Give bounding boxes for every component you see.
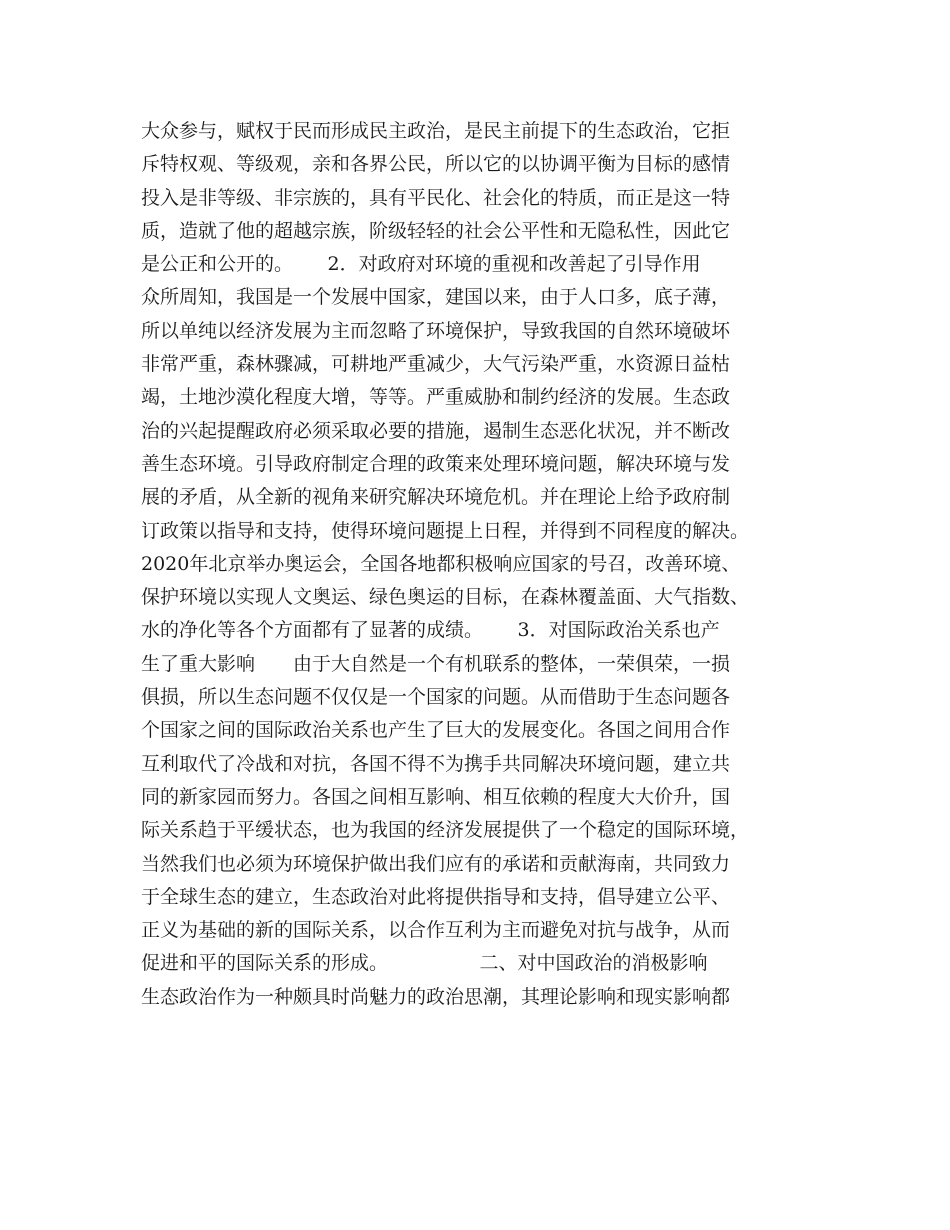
text-line: 同的新家园而努力。各国之间相互影响、相互依赖的程度大大价升，国: [141, 785, 731, 808]
text-line: 互利取代了冷战和对抗，各国不得不为携手共同解决环境问题，建立共: [141, 752, 731, 775]
text-line: 投入是非等级、非宗族的，具有平民化、社会化的特质，而正是这一特: [141, 186, 731, 209]
text-line: 质，造就了他的超越宗族，阶级轻轻的社会公平性和无隐私性，因此它: [141, 219, 731, 242]
text-line: 2020年北京举办奥运会，全国各地都积极响应国家的号召，改善环境、: [141, 552, 741, 575]
text-line: 保护环境以实现人文奥运、绿色奥运的目标，在森林覆盖面、大气指数、: [141, 586, 750, 609]
text-line: 生态政治作为一种颇具时尚魅力的政治思潮，其理论影响和现实影响都: [141, 985, 731, 1008]
text-line: 订政策以指导和支持，使得环境问题提上日程，并得到不同程度的解决。: [141, 519, 750, 542]
text-line: 大众参与，赋权于民而形成民主政治，是民主前提下的生态政治，它拒: [141, 120, 731, 142]
text-line: 促进和平的国际关系的形成。 二、对中国政治的消极影响: [141, 952, 708, 975]
text-line: 当然我们也必须为环境保护做出我们应有的承诺和贡献海南，共同致力: [141, 852, 731, 875]
text-line: 所以单纯以经济发展为主而忽略了环境保护，导致我国的自然环境破坏: [141, 319, 731, 342]
text-line: 治的兴起提醒政府必须采取必要的措施，遏制生态恶化状况，并不断改: [141, 419, 731, 442]
text-line: 俱损，所以生态问题不仅仅是一个国家的问题。从而借助于生态问题各: [141, 686, 731, 709]
text-line: 非常严重，森林骤减，可耕地严重减少，大气污染严重，水资源日益枯: [141, 353, 731, 376]
text-line: 是公正和公开的。 2．对政府对环境的重视和改善起了引导作用: [141, 253, 701, 276]
text-line: 斥特权观、等级观，亲和各界公民，所以它的以协调平衡为目标的感情: [141, 153, 731, 176]
text-line: 展的矛盾，从全新的视角来研究解决环境危机。并在理论上给予政府制: [141, 486, 731, 509]
text-line: 竭，土地沙漠化程度大增，等等。严重威胁和制约经济的发展。生态政: [141, 386, 731, 409]
text-line: 生了重大影响 由于大自然是一个有机联系的整体，一荣俱荣，一损: [141, 652, 731, 675]
text-line: 际关系趋于平缓状态，也为我国的经济发展提供了一个稳定的国际环境，: [141, 819, 750, 842]
text-line: 众所周知，我国是一个发展中国家，建国以来，由于人口多，底子薄，: [141, 286, 731, 309]
text-line: 个国家之间的国际政治关系也产生了巨大的发展变化。各国之间用合作: [141, 719, 731, 742]
text-line: 于全球生态的建立，生态政治对此将提供指导和支持，倡导建立公平、: [141, 885, 731, 908]
text-line: 善生态环境。引导政府制定合理的政策来处理环境问题，解决环境与发: [141, 452, 731, 475]
body-text: [141, 115, 821, 1014]
text-line: 水的净化等各个方面都有了显著的成绩。 3．对国际政治关系也产: [141, 619, 720, 642]
text-line: 正义为基础的新的国际关系，以合作互利为主而避免对抗与战争，从而: [141, 919, 731, 942]
